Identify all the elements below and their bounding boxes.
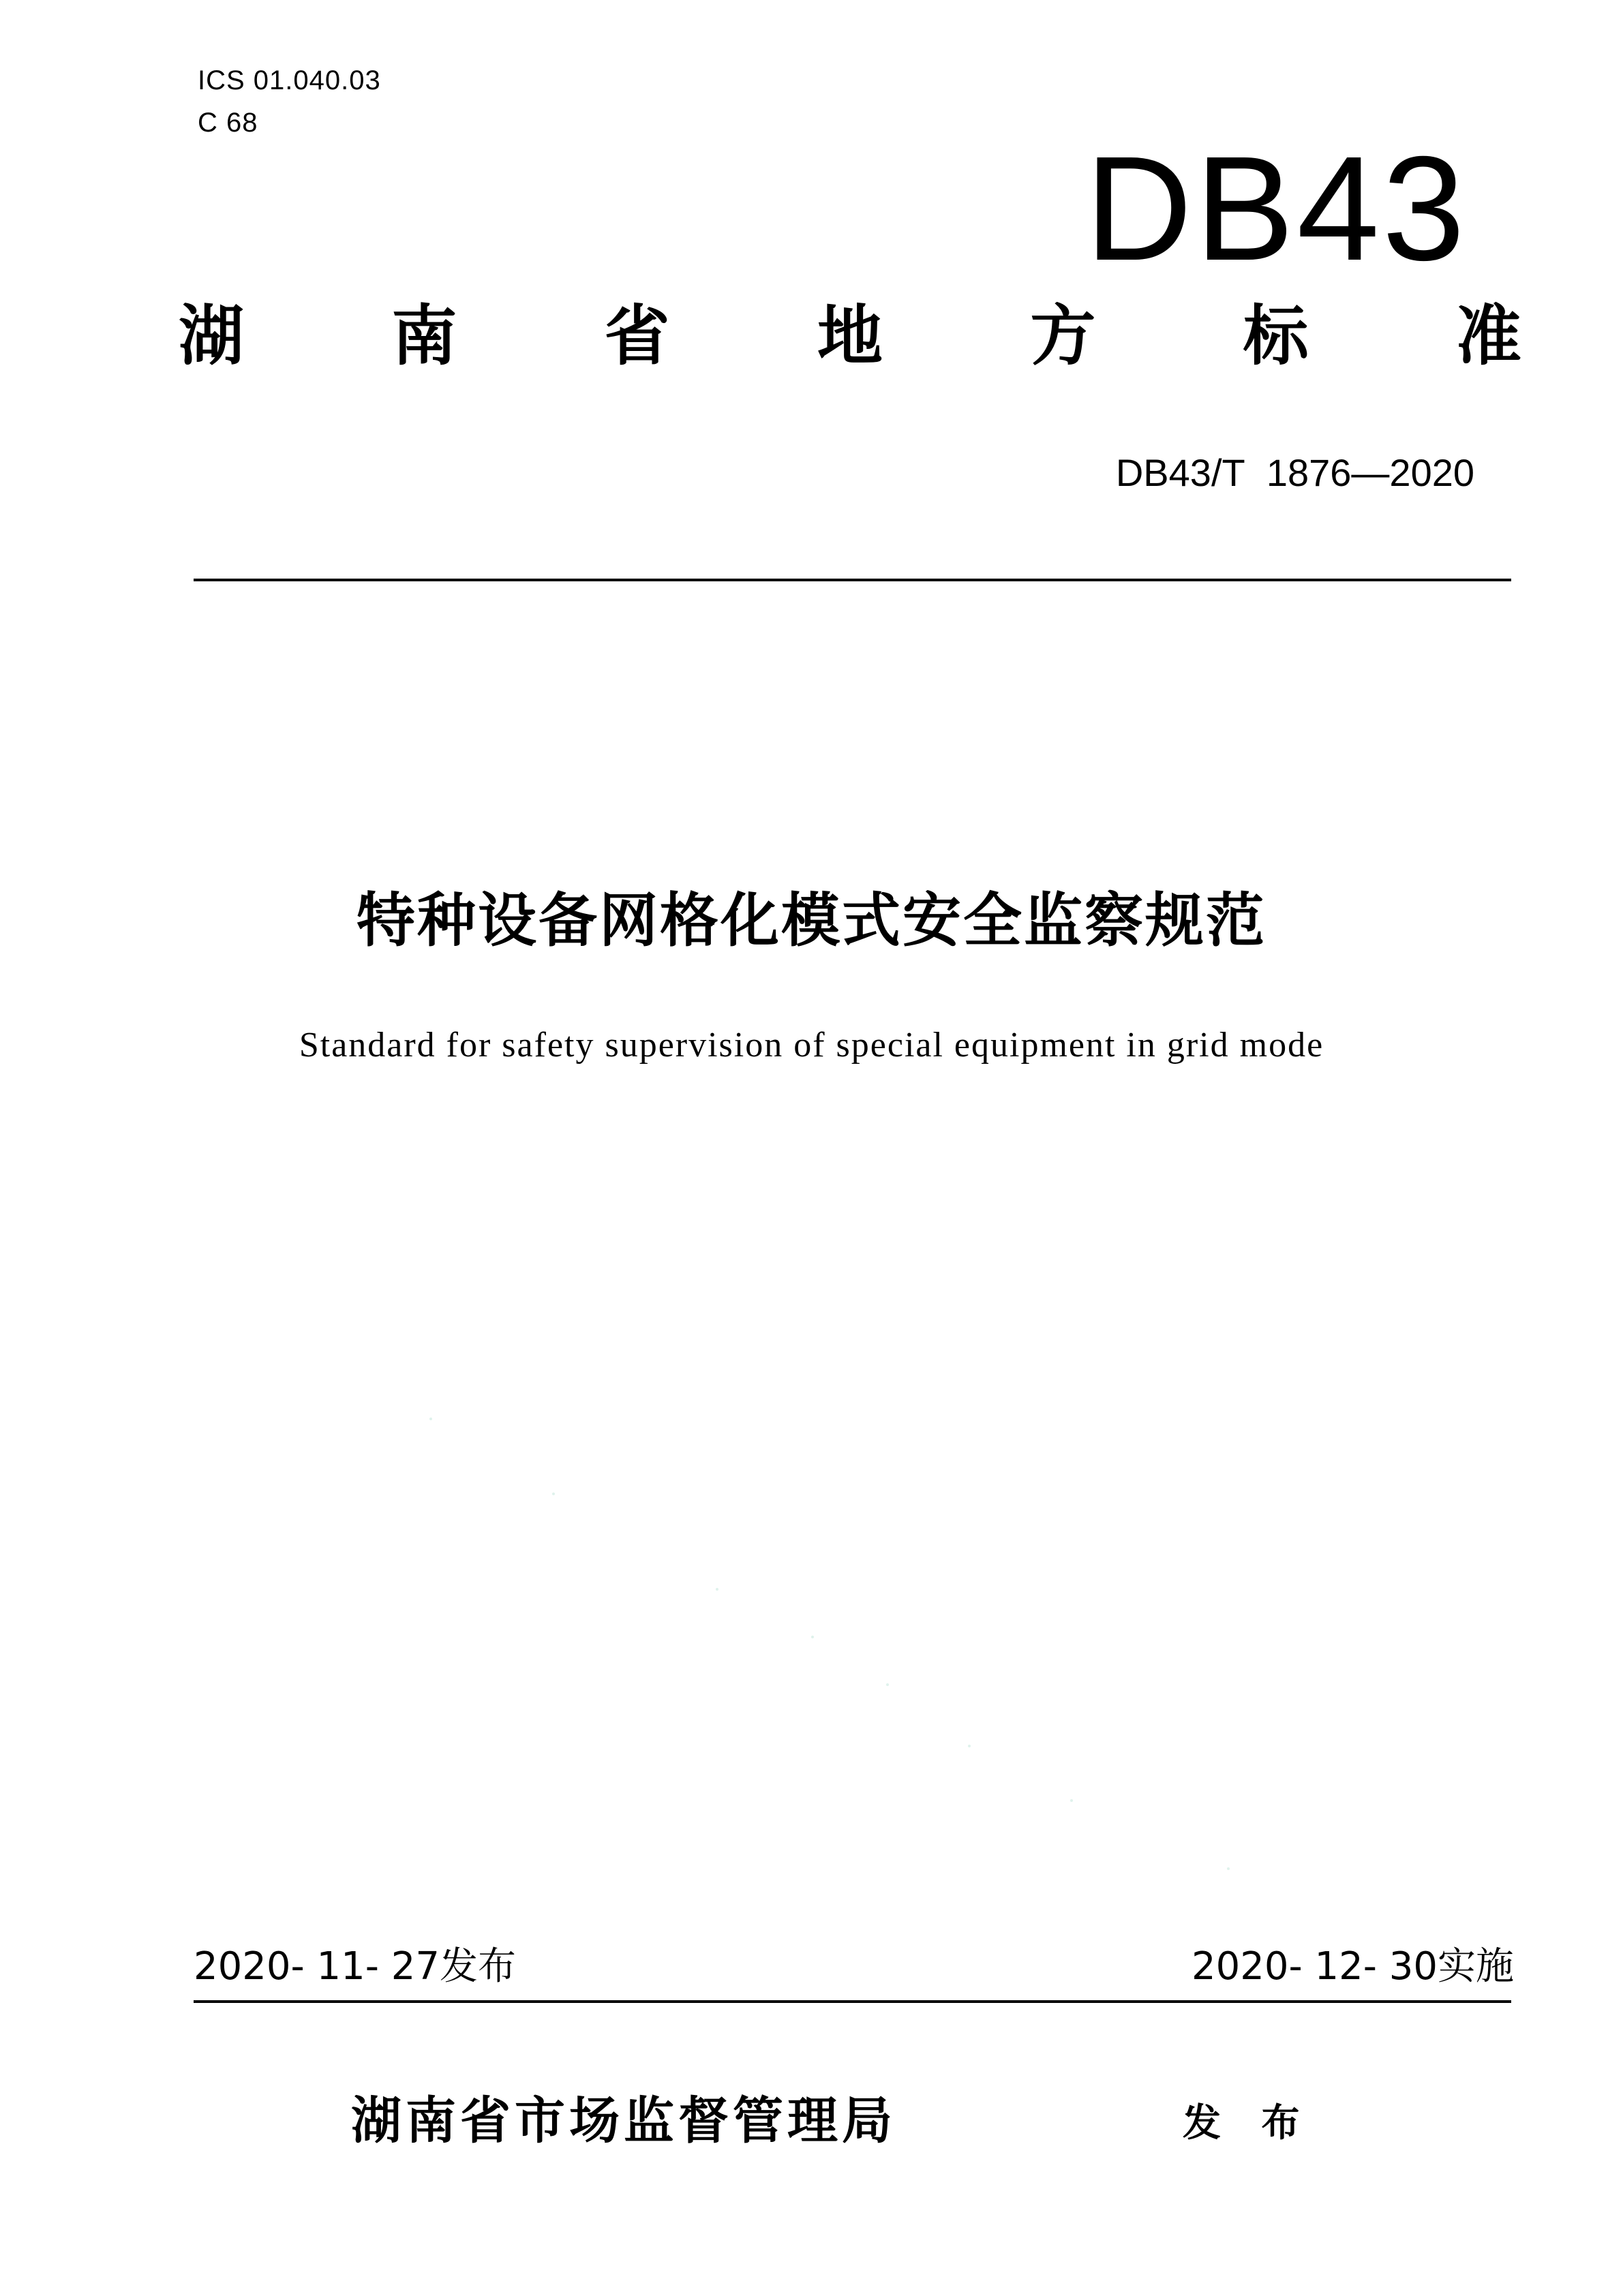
scan-speckle (886, 1683, 889, 1686)
top-divider (194, 579, 1511, 581)
scan-speckle (1070, 1799, 1073, 1802)
scan-speckle (552, 1493, 555, 1495)
issue-date: 2020- 11- 27发布 (194, 1944, 517, 1989)
standard-number (1115, 451, 1474, 494)
standard-type-char: 方 (1030, 298, 1096, 374)
issuer-name: 湖南省市场监督管理局 (351, 2092, 896, 2150)
title-english: Standard for safety supervision of special equipment in grid mode (299, 1026, 1324, 1065)
scan-speckle (968, 1745, 971, 1747)
standard-type-char: 准 (1455, 298, 1521, 374)
standard-number-value: 1876—2020 (1266, 451, 1474, 494)
scan-speckle (716, 1588, 718, 1591)
scan-speckle (429, 1418, 432, 1420)
issuer-action: 发 布 (1183, 2101, 1314, 2145)
bottom-divider (194, 2000, 1511, 2003)
standard-type-char: 地 (817, 298, 883, 374)
ics-code: ICS 01.040.03 (198, 65, 381, 95)
ccs-code: C 68 (198, 108, 258, 138)
standard-number-prefix: DB43/T (1115, 451, 1245, 494)
standard-type-char: 湖 (179, 298, 244, 374)
implementation-date: 2020- 12- 30实施 (1191, 1944, 1514, 1989)
standard-type (179, 298, 1521, 374)
standard-type-char: 标 (1243, 298, 1309, 374)
scan-speckle (811, 1636, 814, 1638)
scan-speckle (1227, 1867, 1230, 1870)
standard-type-char: 南 (391, 298, 457, 374)
title-chinese: 特种设备网格化模式安全监察规范 (357, 887, 1266, 955)
standard-type-char: 省 (604, 298, 670, 374)
db-code: DB43 (1084, 126, 1468, 292)
